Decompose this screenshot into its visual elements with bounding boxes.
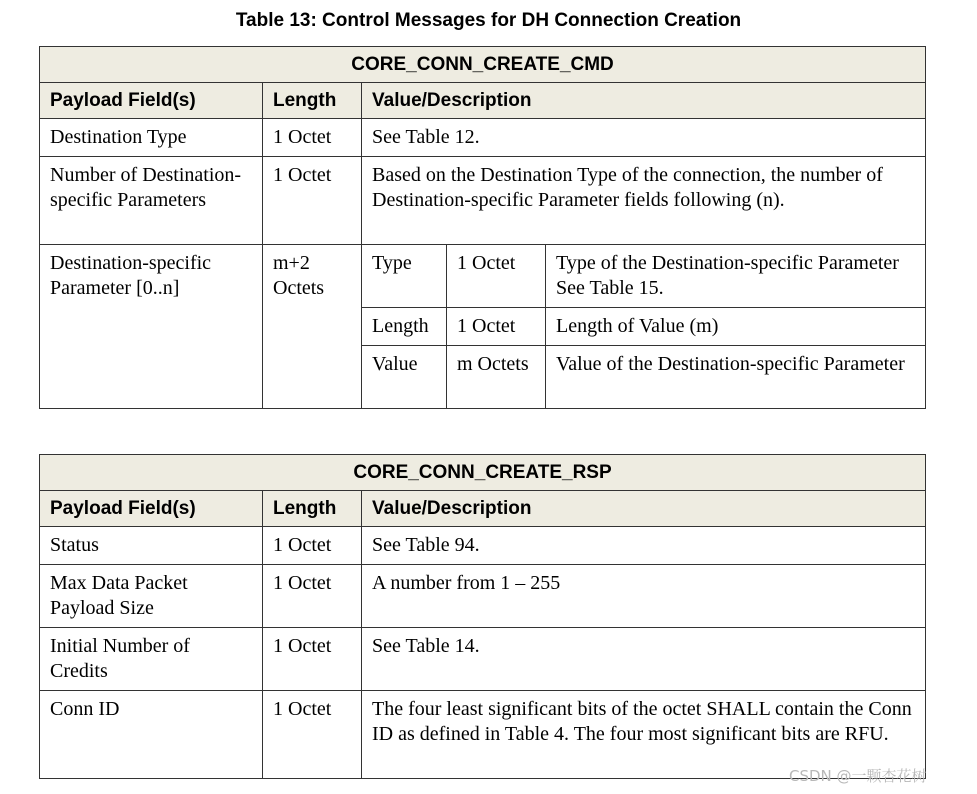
length-cell: m+2 Octets (263, 245, 362, 409)
table-row (40, 628, 926, 691)
length-cell: 1 Octet (263, 157, 362, 245)
sub-desc-cell: Length of Value (m) (546, 308, 926, 346)
length-cell: 1 Octet (263, 527, 362, 565)
sub-name-cell: Value (362, 346, 447, 409)
field-cell: Number of Destination-specific Parameters (40, 157, 263, 245)
sub-length-cell: 1 Octet (447, 308, 546, 346)
length-cell: 1 Octet (263, 565, 362, 628)
field-cell: Conn ID (40, 691, 263, 779)
field-cell: Destination-specific Parameter [0..n] (40, 245, 263, 409)
rsp-caption: CORE_CONN_CREATE_RSP (40, 455, 926, 491)
column-header: Value/Description (362, 83, 926, 119)
cmd-caption-row (40, 47, 926, 83)
cmd-caption: CORE_CONN_CREATE_CMD (40, 47, 926, 83)
column-header: Value/Description (362, 491, 926, 527)
table-row (40, 527, 926, 565)
table-row (40, 565, 926, 628)
table-row (40, 157, 926, 245)
rsp-caption-row (40, 455, 926, 491)
desc-cell: Based on the Destination Type of the connection, the number of Destination-specific Parameter fields following (n). (362, 157, 926, 245)
desc-cell: The four least significant bits of the octet SHALL contain the Conn ID as defined in Table 4. The four most significant bits are RFU. (362, 691, 926, 779)
desc-cell: A number from 1 – 255 (362, 565, 926, 628)
sub-length-cell: m Octets (447, 346, 546, 409)
length-cell: 1 Octet (263, 119, 362, 157)
cmd-table (39, 46, 926, 409)
table-title: Table 13: Control Messages for DH Connection Creation (235, 10, 742, 31)
sub-desc-cell: Value of the Destination-specific Parameter (546, 346, 926, 409)
watermark: CSDN @一颗杏花树 (789, 767, 927, 785)
length-cell: 1 Octet (263, 628, 362, 691)
sub-length-cell: 1 Octet (447, 245, 546, 308)
table-row (40, 245, 926, 308)
column-header: Payload Field(s) (40, 83, 263, 119)
rsp-header-row (40, 491, 926, 527)
table-row (40, 119, 926, 157)
cmd-header-row (40, 83, 926, 119)
desc-cell: See Table 94. (362, 527, 926, 565)
column-header: Payload Field(s) (40, 491, 263, 527)
sub-name-cell: Length (362, 308, 447, 346)
sub-desc-cell: Type of the Destination-specific Parameter See Table 15. (546, 245, 926, 308)
field-cell: Initial Number of Credits (40, 628, 263, 691)
desc-cell: See Table 14. (362, 628, 926, 691)
length-cell: 1 Octet (263, 691, 362, 779)
field-cell: Max Data Packet Payload Size (40, 565, 263, 628)
column-header: Length (263, 83, 362, 119)
column-header: Length (263, 491, 362, 527)
sub-name-cell: Type (362, 245, 447, 308)
field-cell: Destination Type (40, 119, 263, 157)
rsp-table (39, 454, 926, 779)
desc-cell: See Table 12. (362, 119, 926, 157)
field-cell: Status (40, 527, 263, 565)
